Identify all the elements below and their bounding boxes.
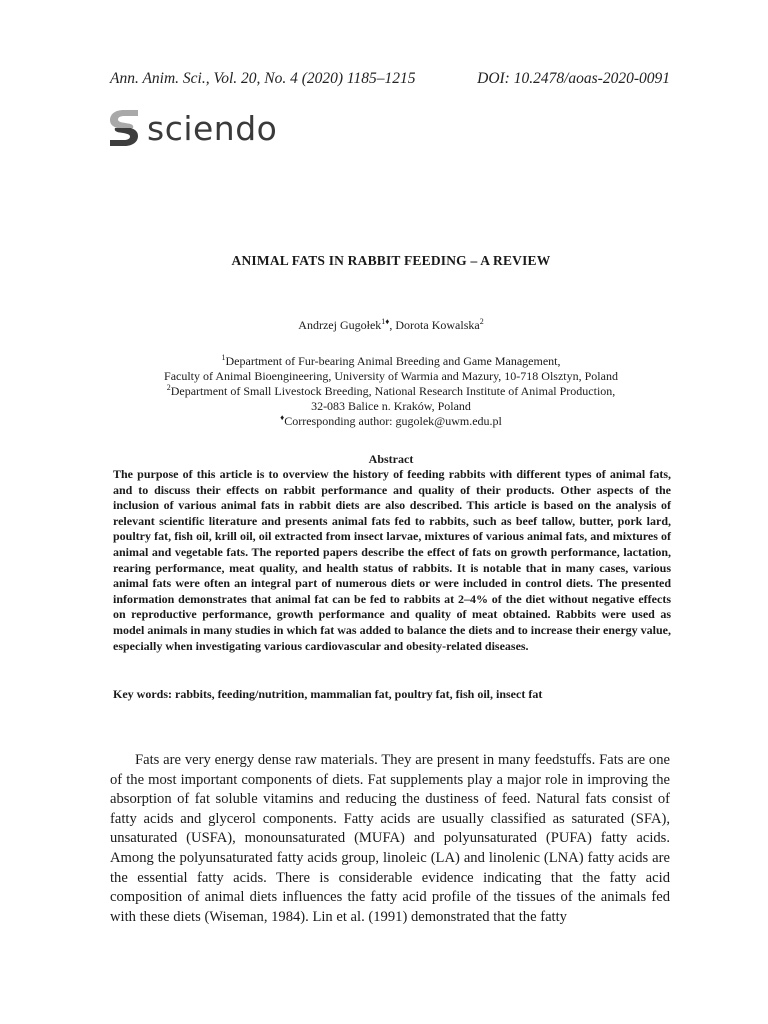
- doi-link[interactable]: DOI: 10.2478/aoas-2020-0091: [477, 70, 670, 87]
- affiliation-text: Faculty of Animal Bioengineering, University of Warmia and Mazury, 10-718 Olsztyn, Poland: [164, 369, 618, 383]
- affiliation-line: [0, 414, 768, 429]
- abstract-heading: Abstract: [368, 452, 414, 466]
- affiliation-line: [0, 384, 768, 399]
- author-affiliation-mark: 2: [479, 317, 484, 326]
- abstract-text: The purpose of this article is to overview the history of feeding rabbits with different types of animal fats, and to discuss their effects on rabbit performance and quality of their products. Other aspects of the inclusion of various animal fats in rabbit diets are also described. This article is based on the analysis of relevant scientific literature and presents animal fats fed to rabbits, such as beef tallow, butter, pork lard, poultry fat, fish oil, krill oil, oil extracted from insect larvae, mixtures of various animal fats, and mixtures of animal and vegetable fats. The reported papers describe the effect of fats on growth performance, lactation, rearing performance, meat quality, and health status of rabbits. It is notable that in many cases, various animal fats were often an integral part of numerous diets or were included in control diets. The presented information demonstrates that animal fat can be fed to rabbits at 2–4% of the diet without negative effects on reproductive performance, growth performance and quality of meat obtained. Rabbits were used as model animals in many studies in which fat was added to balance the diets and to increase their energy value, especially when investigating various cardiovascular and obesity-related diseases.: [113, 467, 671, 653]
- author-name: Andrzej Gugołek: [298, 318, 382, 332]
- affiliation-text: Corresponding author: gugolek@uwm.edu.pl: [284, 414, 502, 428]
- affiliation-mark: 1: [221, 353, 226, 362]
- author-list: [0, 318, 768, 333]
- body-paragraph: Fats are very energy dense raw materials. They are present in many feedstuffs. Fats are one of the most important components of diets. Fat supplements play a major role in improving the absorption of fat soluble vitamins and reducing the dustiness of feed. Natural fats consist of fatty acids and glycerol components. Fatty acids are usually classified as saturated (SFA), unsaturated (USFA), monounsaturated (MUFA) and polyunsaturated (PUFA) fatty acids. Among the polyunsaturated fatty acids group, linoleic (LA) and linolenic (LNA) fatty acids are the essential fatty acids. There is considerable evidence indicating that the fatty acid composition of animal diets influences the fatty acid profile of the tissues of the animals fed with these diets (Wiseman, 1984). Lin et al. (1991) demonstrated that the fatty: [110, 752, 670, 925]
- affiliation-mark: ♦: [280, 413, 285, 422]
- author-separator: ,: [389, 318, 396, 332]
- publisher-logo: [108, 108, 277, 148]
- author-name: Dorota Kowalska: [395, 318, 480, 332]
- author-affiliation-mark: 1♦: [381, 317, 390, 326]
- affiliation-text: Department of Small Livestock Breeding, National Research Institute of Animal Production,: [170, 384, 616, 398]
- journal-header: [110, 70, 670, 88]
- keywords-line: Key words: rabbits, feeding/nutrition, mammalian fat, poultry fat, fish oil, insect fat: [113, 687, 543, 701]
- affiliation-line: [0, 399, 768, 414]
- affiliation-line: [0, 369, 768, 384]
- affiliations: [0, 354, 768, 429]
- sciendo-wordmark: sciendo: [147, 108, 278, 148]
- article-title: ANIMAL FATS IN RABBIT FEEDING – A REVIEW: [231, 253, 551, 268]
- affiliation-line: [0, 354, 768, 369]
- affiliation-mark: 2: [166, 383, 171, 392]
- affiliation-text: Department of Fur-bearing Animal Breeding and Game Management,: [225, 354, 561, 368]
- sciendo-s-icon: [108, 108, 140, 148]
- affiliation-text: 32-083 Balice n. Kraków, Poland: [311, 399, 471, 413]
- journal-citation: Ann. Anim. Sci., Vol. 20, No. 4 (2020) 1185–1215: [110, 70, 416, 87]
